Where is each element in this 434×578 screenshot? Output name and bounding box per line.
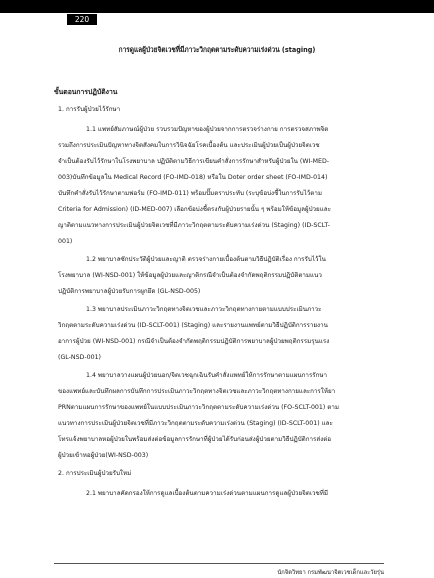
paragraph-line: ของแพทย์และบันทึกผลการบันทึกการประเมินภาวะวิกฤตทางจิตเวชและภาวะวิกฤตทางกายและการให้ยา xyxy=(58,388,336,395)
document-title: การดูแลผู้ป่วยจิตเวชที่มีภาวะวิกฤตตามระดับความเร่งด่วน (staging) xyxy=(118,45,316,54)
paragraph-line: ผู้ป่วยเข้าหอผู้ป่วย(WI-NSD-003) xyxy=(58,452,149,459)
paragraph-line: รวมถึงการประเมินปัญหาทางจิตสังคมในการวินิจฉัยโรคเบื้องต้น และประเมินผู้ป่วยเป็นผู้ป่วยจิตเวช xyxy=(58,142,320,149)
section-heading: ขั้นตอนการปฏิบัติงาน xyxy=(54,88,118,96)
paragraph-line: 1.3 พยาบาลประเมินภาวะวิกฤตทางจิตเวชและภาวะวิกฤตทางกายตามแบบประเมินภาวะ xyxy=(86,306,322,313)
paragraph-line: 003)บันทึกข้อมูลใน Medical Record (FO-IMD-018) หรือใน Doter order sheet (FO-IMD-014) xyxy=(58,174,328,181)
page-top-bar xyxy=(0,0,434,13)
paragraph-line: จำเป็นต้องรับไว้รักษาในโรงพยาบาล ปฏิบัติตามวิธีการเขียนคำสั่งการรักษาสำหรับผู้ป่วยใน (WI-MED- xyxy=(58,158,330,165)
paragraph-line: ญาติตามแนวทางการประเมินผู้ป่วยจิตเวชที่มีภาวะวิกฤตตามระดับความเร่งด่วน (Staging) (ID-SCLT- xyxy=(58,222,330,229)
paragraph-line: วิกฤตตามระดับความเร่งด่วน (ID-SCLT-001) (Staging) และรายงานแพทย์ตามวิธีปฏิบัติการรายงาน xyxy=(58,322,328,329)
paragraph-line: 1.4 พยาบาลวางแผนผู้ป่วยนอก/จิตเวชฉุกเฉินรับคำสั่งแพทย์ให้การรักษาตามแผนการรักษา xyxy=(86,372,328,379)
paragraph-line: PRNตามแผนการรักษาของแพทย์ในแบบประเมินภาวะวิกฤตตามระดับความเร่งด่วน (FO-SCLT-001) ตาม xyxy=(58,404,339,411)
page-footer: นักจิตวิทยา กรมพัฒนาจิตเวชเด็กและวัยรุ่น xyxy=(277,570,384,576)
paragraph-line: โทรแจ้งพยาบาลหอผู้ป่วยในพร้อมส่งต่อข้อมูลการรักษาที่ผู้ป่วยได้รับก่อนส่งผู้ป่วยตามวิธีปฏิบัติการส่งต่อ xyxy=(58,436,332,443)
page-number: 220 xyxy=(67,14,97,25)
paragraph-line: ปฏิบัติการพยาบาลผู้ป่วยรับการผูกยึด (GL-NSD-005) xyxy=(58,288,201,295)
list-item: 1. การรับผู้ป่วยไว้รักษา xyxy=(58,106,121,113)
paragraph-line: บันทึกคำสั่งรับไว้รักษาตามฟอร์ม (FO-IMD-011) พร้อมปั๊มตราประทับ (ระบุข้อบ่งชี้ในการรับไว้ตาม xyxy=(58,190,322,197)
paragraph-line: (GL-NSD-001) xyxy=(58,354,101,361)
paragraph-line: 1.2 พยาบาลซักประวัติผู้ป่วยและญาติ ตรวจร่างกายเบื้องต้นตามวิธีปฏิบัติเรื่อง การรับไว้ใน xyxy=(86,256,326,263)
paragraph-line: อาการผู้ป่วย (WI-NSD-001) กรณีจำเป็นต้องจำกัดพฤติกรรมปฏิบัติการพยาบาลผู้ป่วยพฤติกรรมรุนแรง xyxy=(58,338,330,345)
paragraph-line: แนวทางการประเมินผู้ป่วยจิตเวชที่มีภาวะวิกฤตตามระดับความเร่งด่วน (Staging) (ID-SCLT-001) และ xyxy=(58,420,333,427)
paragraph-line: โรงพยาบาล (WI-NSD-001) ให้ข้อมูลผู้ป่วยและญาติกรณีจำเป็นต้องจำกัดพฤติกรรมปฏิบัติตามแนว xyxy=(58,272,322,279)
paragraph-line: 001) xyxy=(58,238,73,245)
paragraph-line: 1.1 แพทย์สัมภาษณ์ผู้ป่วย รวบรวมปัญหาของผู้ป่วยจากการตรวจร่างกาย การตรวจสภาพจิต xyxy=(86,126,329,133)
paragraph-line: Criteria for Admission) (ID-MED-007) เลือกข้อบ่งชี้ตรงกับผู้ป่วยรายนั้น ๆ พร้อมให้ข้อมูลผู้ป่วยและ xyxy=(58,206,331,213)
list-item: 2. การประเมินผู้ป่วยรับใหม่ xyxy=(58,470,132,477)
paragraph-line: 2.1 พยาบาลคัดกรองให้การดูแลเบื้องต้นตามความเร่งด่วนตามแผนการดูแลผู้ป่วยจิตเวชที่มี xyxy=(86,490,328,497)
footer-divider xyxy=(54,563,384,564)
